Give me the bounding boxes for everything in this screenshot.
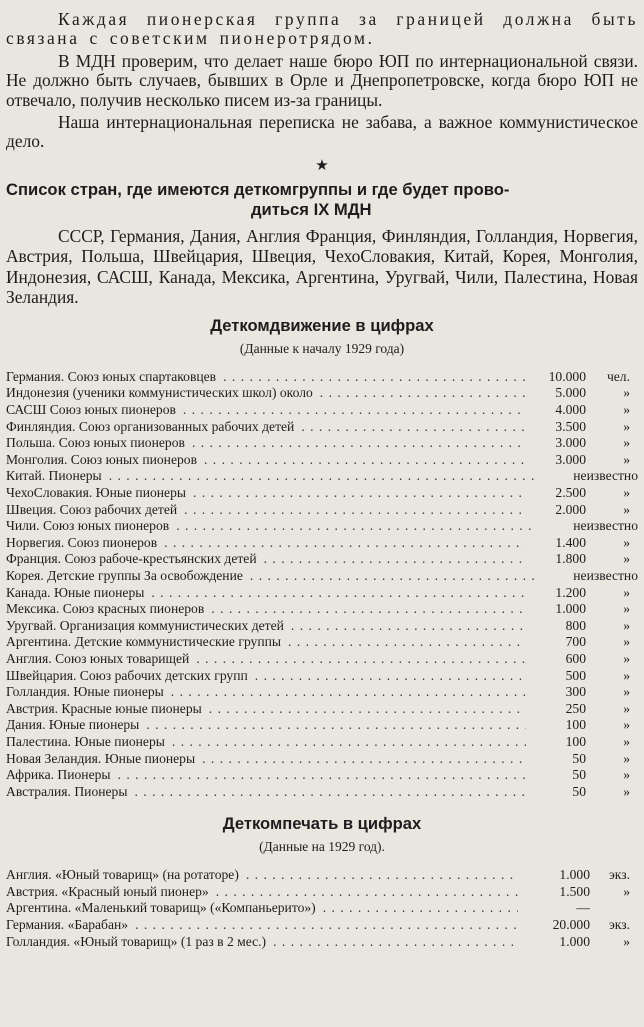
row-unit: »	[623, 717, 630, 733]
row-name: Африка. Пионеры	[6, 767, 114, 782]
row-name: Дания. Юные пионеры	[6, 717, 142, 732]
countries-heading-line2: диться IX МДН	[251, 199, 372, 219]
row-value: 20.000	[518, 917, 590, 934]
row-value: 300	[526, 684, 586, 701]
row-name: Голландия. Юные пионеры	[6, 684, 167, 699]
table-row	[6, 601, 638, 618]
table-row	[6, 634, 638, 651]
row-name: Уругвай. Организация коммунистических детей	[6, 618, 287, 633]
row-value: 1.800	[526, 551, 586, 568]
row-value: 1.500	[518, 884, 590, 901]
row-unit: »	[623, 650, 630, 666]
row-name: Голландия. «Юный товарищ» (1 раз в 2 мес.)	[6, 934, 269, 949]
row-unit: »	[623, 584, 630, 600]
movement-table	[6, 369, 638, 800]
row-name: Франция. Союз рабоче-крестьянских детей	[6, 551, 260, 566]
row-value: неизвестно	[534, 518, 638, 535]
section-title-movement: Деткомдвижение в цифрах	[210, 315, 434, 335]
table-row	[6, 618, 638, 635]
table-row	[6, 551, 638, 568]
table-row	[6, 684, 638, 701]
row-unit: экз.	[608, 917, 630, 933]
row-name: Мексика. Союз красных пионеров	[6, 601, 207, 616]
row-name: Новая Зеландия. Юные пионеры	[6, 751, 198, 766]
table-row	[6, 419, 638, 436]
row-unit: »	[623, 767, 630, 783]
row-name: Китай. Пионеры	[6, 468, 105, 483]
table-row	[6, 452, 638, 469]
row-name: Канада. Юные пионеры	[6, 585, 147, 600]
table-row	[6, 934, 638, 951]
table-row	[6, 701, 638, 718]
row-value: 3.500	[526, 419, 586, 436]
table-row	[6, 734, 638, 751]
row-unit: »	[623, 601, 630, 617]
paragraph-mdn-check: В МДН проверим, что делает наше бюро ЮП по интернациональной связи. Не должно быть случаев, бывших в Орле и Днепропетровске, когда бюро ЮП не отвечало, получив несколько писем из-за границы.	[6, 50, 638, 110]
row-name: Швейцария. Союз рабочих детских групп	[6, 668, 251, 683]
row-name: Англия. «Юный товарищ» (на ротаторе)	[6, 867, 242, 882]
row-unit: »	[623, 684, 630, 700]
row-name: Австрия. Красные юные пионеры	[6, 701, 205, 716]
row-value: 4.000	[526, 402, 586, 419]
row-name: Корея. Детские группы За освобождение	[6, 568, 246, 583]
row-name: Австралия. Пионеры	[6, 784, 130, 799]
row-unit: »	[623, 733, 630, 749]
row-name: САСШ Союз юных пионеров	[6, 402, 179, 417]
row-value: 50	[526, 767, 586, 784]
table-row	[6, 468, 638, 485]
row-unit: »	[623, 551, 630, 567]
row-name: ЧехоСловакия. Юные пионеры	[6, 485, 189, 500]
row-name: Австрия. «Красный юный пионер»	[6, 884, 212, 899]
table-row	[6, 900, 638, 917]
row-unit: »	[623, 402, 630, 418]
table-row	[6, 917, 638, 934]
row-unit: »	[623, 534, 630, 550]
table-row	[6, 402, 638, 419]
row-value: 1.000	[518, 934, 590, 951]
row-value: 250	[526, 701, 586, 718]
row-value: 2.500	[526, 485, 586, 502]
row-value: 5.000	[526, 385, 586, 402]
table-row	[6, 369, 638, 386]
row-value: 800	[526, 618, 586, 635]
table-row	[6, 751, 638, 768]
row-unit: »	[623, 617, 630, 633]
row-unit: »	[623, 667, 630, 683]
row-name: Польша. Союз юных пионеров	[6, 435, 188, 450]
row-value: 1.400	[526, 535, 586, 552]
row-name: Индонезия (ученики коммунистических школ) около	[6, 385, 316, 400]
row-name: Финляндия. Союз организованных рабочих детей	[6, 419, 297, 434]
row-value: 50	[526, 784, 586, 801]
row-value: —	[518, 900, 590, 917]
row-unit: »	[623, 783, 630, 799]
document-page	[6, 0, 638, 950]
press-table	[6, 867, 638, 950]
row-value: 3.000	[526, 452, 586, 469]
paragraph-correspondence: Наша интернациональная переписка не забава, а важное коммунистическое дело.	[6, 112, 638, 152]
row-unit: »	[623, 385, 630, 401]
table-row	[6, 518, 638, 535]
row-name: Монголия. Союз юных пионеров	[6, 452, 200, 467]
table-row	[6, 651, 638, 668]
row-name: Швеция. Союз рабочих детей	[6, 502, 180, 517]
row-value: 100	[526, 734, 586, 751]
row-unit: »	[623, 883, 630, 899]
table-row	[6, 585, 638, 602]
row-value: 700	[526, 634, 586, 651]
row-value: 10.000	[526, 369, 586, 386]
row-name: Аргентина. Детские коммунистические группы	[6, 634, 284, 649]
table-row	[6, 884, 638, 901]
row-name: Чили. Союз юных пионеров	[6, 518, 172, 533]
row-value: неизвестно	[534, 468, 638, 485]
row-name: Англия. Союз юных товарищей	[6, 651, 192, 666]
row-value: 50	[526, 751, 586, 768]
row-unit: »	[623, 485, 630, 500]
section-subtitle-press: (Данные на 1929 год).	[259, 839, 385, 855]
table-row	[6, 668, 638, 685]
table-row	[6, 535, 638, 552]
row-name: Германия. Союз юных спартаковцев	[6, 369, 219, 384]
row-unit: чел.	[606, 368, 630, 384]
row-unit: »	[623, 634, 630, 650]
table-row	[6, 784, 638, 801]
table-row	[6, 717, 638, 734]
paragraph-pen-pals: Каждая пионерская группа за границей должна быть связана с советским пионеротрядом.	[6, 9, 638, 49]
table-row	[6, 867, 638, 884]
row-value: 600	[526, 651, 586, 668]
row-name: Палестина. Юные пионеры	[6, 734, 168, 749]
row-name: Норвегия. Союз пионеров	[6, 535, 160, 550]
row-value: 1.200	[526, 585, 586, 602]
row-unit: »	[623, 418, 630, 434]
countries-heading-line1: Список стран, где имеются деткомгруппы и где будет прово-	[6, 179, 510, 199]
row-name: Аргентина. «Маленький товарищ» («Компаньерито»)	[6, 900, 319, 915]
section-title-press: Деткомпечать в цифрах	[222, 814, 422, 834]
row-name: Германия. «Барабан»	[6, 917, 131, 932]
countries-list: СССР, Германия, Дания, Англия Франция, Финляндия, Голландия, Норвегия, Австрия, Польша, Швейцария, Швеция, ЧехоСловакия, Китай, Корея, Монголия, Индонезия, САСШ, Канада, Мексика, Аргентина, Уругвай, Чили, Палестина, Новая Зеландия.	[6, 225, 638, 308]
row-unit: экз.	[608, 867, 630, 883]
row-value: неизвестно	[534, 568, 638, 585]
row-unit: »	[623, 700, 630, 716]
table-row	[6, 385, 638, 402]
row-value: 1.000	[518, 867, 590, 884]
table-row	[6, 568, 638, 585]
section-subtitle-movement: (Данные к началу 1929 года)	[239, 340, 405, 356]
row-value: 100	[526, 717, 586, 734]
star-icon: ★	[315, 157, 329, 174]
row-value: 500	[526, 668, 586, 685]
table-row	[6, 485, 638, 502]
table-row	[6, 767, 638, 784]
row-value: 2.000	[526, 502, 586, 519]
row-unit: »	[623, 750, 630, 766]
table-row	[6, 435, 638, 452]
row-unit: »	[623, 451, 630, 467]
row-unit: »	[623, 435, 630, 451]
row-unit: »	[623, 933, 630, 949]
countries-heading	[6, 180, 638, 220]
row-unit: »	[623, 501, 630, 517]
row-value: 1.000	[526, 601, 586, 618]
row-value: 3.000	[526, 435, 586, 452]
table-row	[6, 502, 638, 519]
